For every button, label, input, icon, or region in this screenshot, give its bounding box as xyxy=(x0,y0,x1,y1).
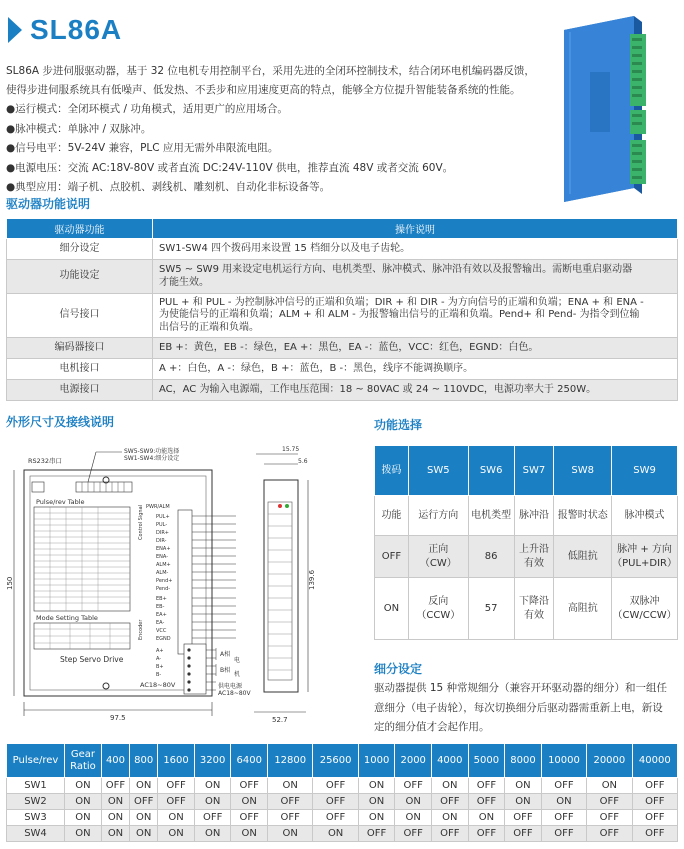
dim-height: 150 xyxy=(6,576,14,590)
table-cell: SW4 xyxy=(7,826,65,842)
table-cell: OFF xyxy=(432,826,469,842)
table-cell: A +：白色，A -：绿色，B +：蓝色，B -：黑色，线序不能调换顺序。 xyxy=(153,359,678,380)
description-line: 驱动器提供 15 种常规细分（兼容开环驱动器的细分）和一组任 xyxy=(374,682,668,694)
table-cell: OFF xyxy=(541,810,586,826)
table-header: 40000 xyxy=(632,744,677,778)
table-cell: ON xyxy=(268,826,313,842)
table-cell: ON xyxy=(194,778,231,794)
rs232-label: RS232串口 xyxy=(28,457,63,465)
dim-top-2: 5.6 xyxy=(298,458,308,465)
table-cell: ON xyxy=(231,826,268,842)
table-header: 3200 xyxy=(194,744,231,778)
table-cell: ON xyxy=(375,578,409,640)
table-row xyxy=(7,794,678,810)
title-bar xyxy=(8,14,122,46)
table-cell: OFF xyxy=(632,778,677,794)
table-header: SW7 xyxy=(514,446,554,496)
pin-label: EGND xyxy=(156,636,171,642)
motor-b-label: B相 xyxy=(220,667,231,674)
table-header: 6400 xyxy=(231,744,268,778)
table-header: Pulse/rev xyxy=(7,744,65,778)
feature-item: ●信号电平：5V-24V 兼容，PLC 应用无需外串限流电阻。 xyxy=(6,142,279,154)
table-row xyxy=(7,826,678,842)
table-cell: OFF xyxy=(468,826,505,842)
power-label: 供电电源 xyxy=(218,683,243,690)
drive-name: Step Servo Drive xyxy=(60,655,124,664)
intro-line: 使得步进伺服系统具有低噪声、低发热、不丢步和应用速度更高的特点，能够全方位提升智能装备系统的性能。 xyxy=(6,84,521,96)
table-cell: 正向 （CW） xyxy=(408,536,468,578)
table-cell: ON xyxy=(158,826,195,842)
table-cell: SW1-SW4 四个拨码用来设置 15 档细分以及电子齿轮。 xyxy=(153,239,678,260)
table-cell: OFF xyxy=(358,826,395,842)
table-header: 1000 xyxy=(358,744,395,778)
table-cell: OFF xyxy=(587,826,632,842)
table-cell: 电源接口 xyxy=(7,380,153,401)
microstep-table xyxy=(6,743,678,842)
table-header: 拨码 xyxy=(375,446,409,496)
mode-table-title: Mode Setting Table xyxy=(36,614,98,622)
table-cell: ON xyxy=(587,778,632,794)
table-header: 12800 xyxy=(268,744,313,778)
table-header: SW6 xyxy=(468,446,514,496)
description-line: 定的细分值才会起作用。 xyxy=(374,721,490,733)
table-cell: ON xyxy=(358,810,395,826)
pin-label: PUL+ xyxy=(156,514,170,520)
table-header: 400 xyxy=(101,744,129,778)
table-header: 1600 xyxy=(158,744,195,778)
table-cell: 脉冲沿 xyxy=(514,496,554,536)
table-cell: ON xyxy=(358,794,395,810)
table-cell: ON xyxy=(268,778,313,794)
feature-item: ●运行模式：全闭环模式 / 功角模式，适用更广的应用场合。 xyxy=(6,103,288,115)
table-cell: ON xyxy=(358,778,395,794)
table-cell: 信号接口 xyxy=(7,294,153,338)
pin-label: EA+ xyxy=(156,612,167,618)
table-cell: OFF xyxy=(632,794,677,810)
pin-label: DIR- xyxy=(156,538,167,544)
feature-list xyxy=(6,100,453,198)
table-cell: 上升沿 有效 xyxy=(514,536,554,578)
table-cell: ON xyxy=(101,826,129,842)
table-cell: 功能设定 xyxy=(7,260,153,294)
table-cell: 低阻抗 xyxy=(554,536,612,578)
pin-label: EB- xyxy=(156,604,165,610)
table-cell: ON xyxy=(65,810,102,826)
table-cell: SW5 ~ SW9 用来设定电机运行方向、电机类型、脉冲模式、脉冲沿有效以及报警输出。需断电重启驱动器 才能生效。 xyxy=(153,260,678,294)
table-cell: 57 xyxy=(468,578,514,640)
motor-label: 机 xyxy=(234,671,241,678)
table-cell: OFF xyxy=(268,794,313,810)
dim-depth: 52.7 xyxy=(272,716,288,724)
pin-label: B- xyxy=(156,672,162,678)
table-header: 操作说明 xyxy=(153,219,678,239)
table-cell: ON xyxy=(313,826,358,842)
table-cell: ON xyxy=(65,794,102,810)
terminal-label: PWR/ALM xyxy=(146,504,170,510)
table-cell: 编码器接口 xyxy=(7,338,153,359)
sw-label-1: SW5-SW9:功能选择 xyxy=(124,448,180,455)
motor-label: 电 xyxy=(234,657,241,664)
feature-item: ●典型应用：端子机、点胶机、剥线机、雕刻机、自动化非标设备等。 xyxy=(6,181,331,193)
table-header: 800 xyxy=(130,744,158,778)
table-cell: 细分设定 xyxy=(7,239,153,260)
table-cell: OFF xyxy=(313,778,358,794)
table-cell: ON xyxy=(395,794,432,810)
encoder-label: Encoder xyxy=(138,619,144,640)
pin-label: ALM+ xyxy=(156,562,171,568)
pwr-label: AC18~80V xyxy=(140,681,176,689)
dim-side-height: 139.6 xyxy=(308,569,316,590)
pulse-table-title: Pulse/rev Table xyxy=(36,498,85,506)
subdivision-description xyxy=(374,679,680,738)
table-header: 2000 xyxy=(395,744,432,778)
sw-label-2: SW1-SW4:细分设定 xyxy=(124,455,180,462)
table-cell: OFF xyxy=(432,794,469,810)
table-cell: OFF xyxy=(194,810,231,826)
table-cell: ON xyxy=(130,810,158,826)
table-cell: ON xyxy=(65,826,102,842)
table-header: 25600 xyxy=(313,744,358,778)
table-cell: OFF xyxy=(541,778,586,794)
pin-label: ALM- xyxy=(156,570,169,576)
pin-label: B+ xyxy=(156,664,164,670)
table-cell: 报警时状态 xyxy=(554,496,612,536)
table-cell: OFF xyxy=(587,810,632,826)
table-cell: ON xyxy=(130,826,158,842)
control-signal-label: Control Signal xyxy=(138,504,144,540)
table-cell: ON xyxy=(101,810,129,826)
table-row xyxy=(7,778,678,794)
table-cell: 下降沿 有效 xyxy=(514,578,554,640)
intro-line: SL86A 步进伺服驱动器，基于 32 位电机专用控制平台，采用先进的全闭环控制技术，结合闭环电机编码器反馈， xyxy=(6,65,535,77)
table-cell: OFF xyxy=(231,810,268,826)
table-cell: OFF xyxy=(375,536,409,578)
table-cell: SW3 xyxy=(7,810,65,826)
pin-label: PUL- xyxy=(156,522,168,528)
motor-a-label: A相 xyxy=(220,651,231,658)
table-cell: OFF xyxy=(395,778,432,794)
table-cell: ON xyxy=(505,778,542,794)
table-cell: ON xyxy=(158,810,195,826)
table-cell: 脉冲 + 方向 （PUL+DIR） xyxy=(612,536,678,578)
pin-label: ENA+ xyxy=(156,546,171,552)
table-cell: OFF xyxy=(632,826,677,842)
driver-product-image xyxy=(560,12,678,202)
table-header: 4000 xyxy=(432,744,469,778)
pin-label: A- xyxy=(156,656,162,662)
pin-label: EB+ xyxy=(156,596,167,602)
power-range: AC18~80V xyxy=(218,690,251,697)
dims-section-title: 外形尺寸及接线说明 xyxy=(6,415,115,429)
table-cell: ON xyxy=(194,794,231,810)
table-cell: 功能 xyxy=(375,496,409,536)
table-cell: ON xyxy=(65,778,102,794)
page-title: SL86A xyxy=(30,14,123,45)
dim-top-1: 15.75 xyxy=(282,446,300,453)
dim-width: 97.5 xyxy=(110,714,126,722)
table-cell: PUL + 和 PUL - 为控制脉冲信号的正端和负端；DIR + 和 DIR - 为方向信号的正端和负端；ENA + 和 ENA - 为使能信号的正端和负端；ALM + 和 ALM - 为报警输出信号的正端和负端。Pend+ 和 Pend- 为指令到位输 出信号的正端和负端。 xyxy=(153,294,678,338)
pin-label: A+ xyxy=(156,648,164,654)
table-header: SW9 xyxy=(612,446,678,496)
table-header: SW5 xyxy=(408,446,468,496)
sel-section-title: 功能选择 xyxy=(374,418,423,432)
table-header: 8000 xyxy=(505,744,542,778)
table-cell: OFF xyxy=(158,778,195,794)
dimension-wiring-diagram xyxy=(6,440,344,728)
table-cell: OFF xyxy=(395,826,432,842)
table-cell: OFF xyxy=(505,826,542,842)
table-cell: OFF xyxy=(313,794,358,810)
table-header: Gear Ratio xyxy=(65,744,102,778)
feature-item: ●电源电压：交流 AC:18V-80V 或者直流 DC:24V-110V 供电，推荐直流 48V 或者交流 60V。 xyxy=(6,161,454,174)
table-cell: 脉冲模式 xyxy=(612,496,678,536)
table-cell: SW1 xyxy=(7,778,65,794)
description-line: 意细分（电子齿轮），每次切换细分后驱动器需重新上电，新设 xyxy=(374,701,663,714)
pin-label: DIR+ xyxy=(156,530,169,536)
pin-label: VCC xyxy=(156,628,167,634)
table-cell: OFF xyxy=(468,778,505,794)
table-cell: ON xyxy=(505,794,542,810)
function-table xyxy=(6,218,678,401)
table-cell: ON xyxy=(101,794,129,810)
table-cell: SW2 xyxy=(7,794,65,810)
chevron-icon xyxy=(8,17,22,43)
table-cell: 运行方向 xyxy=(408,496,468,536)
table-cell: 电机接口 xyxy=(7,359,153,380)
table-cell: OFF xyxy=(130,794,158,810)
table-header: 20000 xyxy=(587,744,632,778)
table-cell: ON xyxy=(468,810,505,826)
table-cell: ON xyxy=(432,810,469,826)
table-cell: OFF xyxy=(101,778,129,794)
table-cell: 高阻抗 xyxy=(554,578,612,640)
pin-label: EA- xyxy=(156,620,165,626)
func-section-title: 驱动器功能说明 xyxy=(6,197,91,211)
table-cell: AC，AC 为输入电源端，工作电压范围：18 ~ 80VAC 或 24 ~ 110VDC，电源功率大于 250W。 xyxy=(153,380,678,401)
sub-section-title: 细分设定 xyxy=(374,662,423,676)
table-cell: OFF xyxy=(468,794,505,810)
table-cell: OFF xyxy=(268,810,313,826)
table-header: 驱动器功能 xyxy=(7,219,153,239)
table-cell: OFF xyxy=(313,810,358,826)
function-select-table xyxy=(374,445,678,640)
table-cell: ON xyxy=(541,794,586,810)
table-cell: 双脉冲 （CW/CCW） xyxy=(612,578,678,640)
table-header: SW8 xyxy=(554,446,612,496)
pin-label: ENA- xyxy=(156,554,169,560)
table-cell: OFF xyxy=(632,810,677,826)
feature-item: ●脉冲模式：单脉冲 / 双脉冲。 xyxy=(6,122,152,135)
table-cell: ON xyxy=(194,826,231,842)
table-row xyxy=(7,810,678,826)
table-cell: ON xyxy=(130,778,158,794)
table-cell: ON xyxy=(395,810,432,826)
table-cell: 反向 （CCW） xyxy=(408,578,468,640)
pin-label: Pend+ xyxy=(156,578,173,584)
table-cell: OFF xyxy=(505,810,542,826)
table-header: 10000 xyxy=(541,744,586,778)
table-cell: ON xyxy=(432,778,469,794)
table-cell: EB +：黄色，EB -：绿色，EA +：黑色，EA -：蓝色，VCC：红色，EGND：白色。 xyxy=(153,338,678,359)
table-cell: OFF xyxy=(231,778,268,794)
table-cell: ON xyxy=(231,794,268,810)
table-cell: OFF xyxy=(541,826,586,842)
table-cell: OFF xyxy=(158,794,195,810)
table-cell: 电机类型 xyxy=(468,496,514,536)
table-header: 5000 xyxy=(468,744,505,778)
table-cell: 86 xyxy=(468,536,514,578)
intro-paragraph xyxy=(6,62,542,100)
table-cell: OFF xyxy=(587,794,632,810)
pin-label: Pend- xyxy=(156,586,171,592)
